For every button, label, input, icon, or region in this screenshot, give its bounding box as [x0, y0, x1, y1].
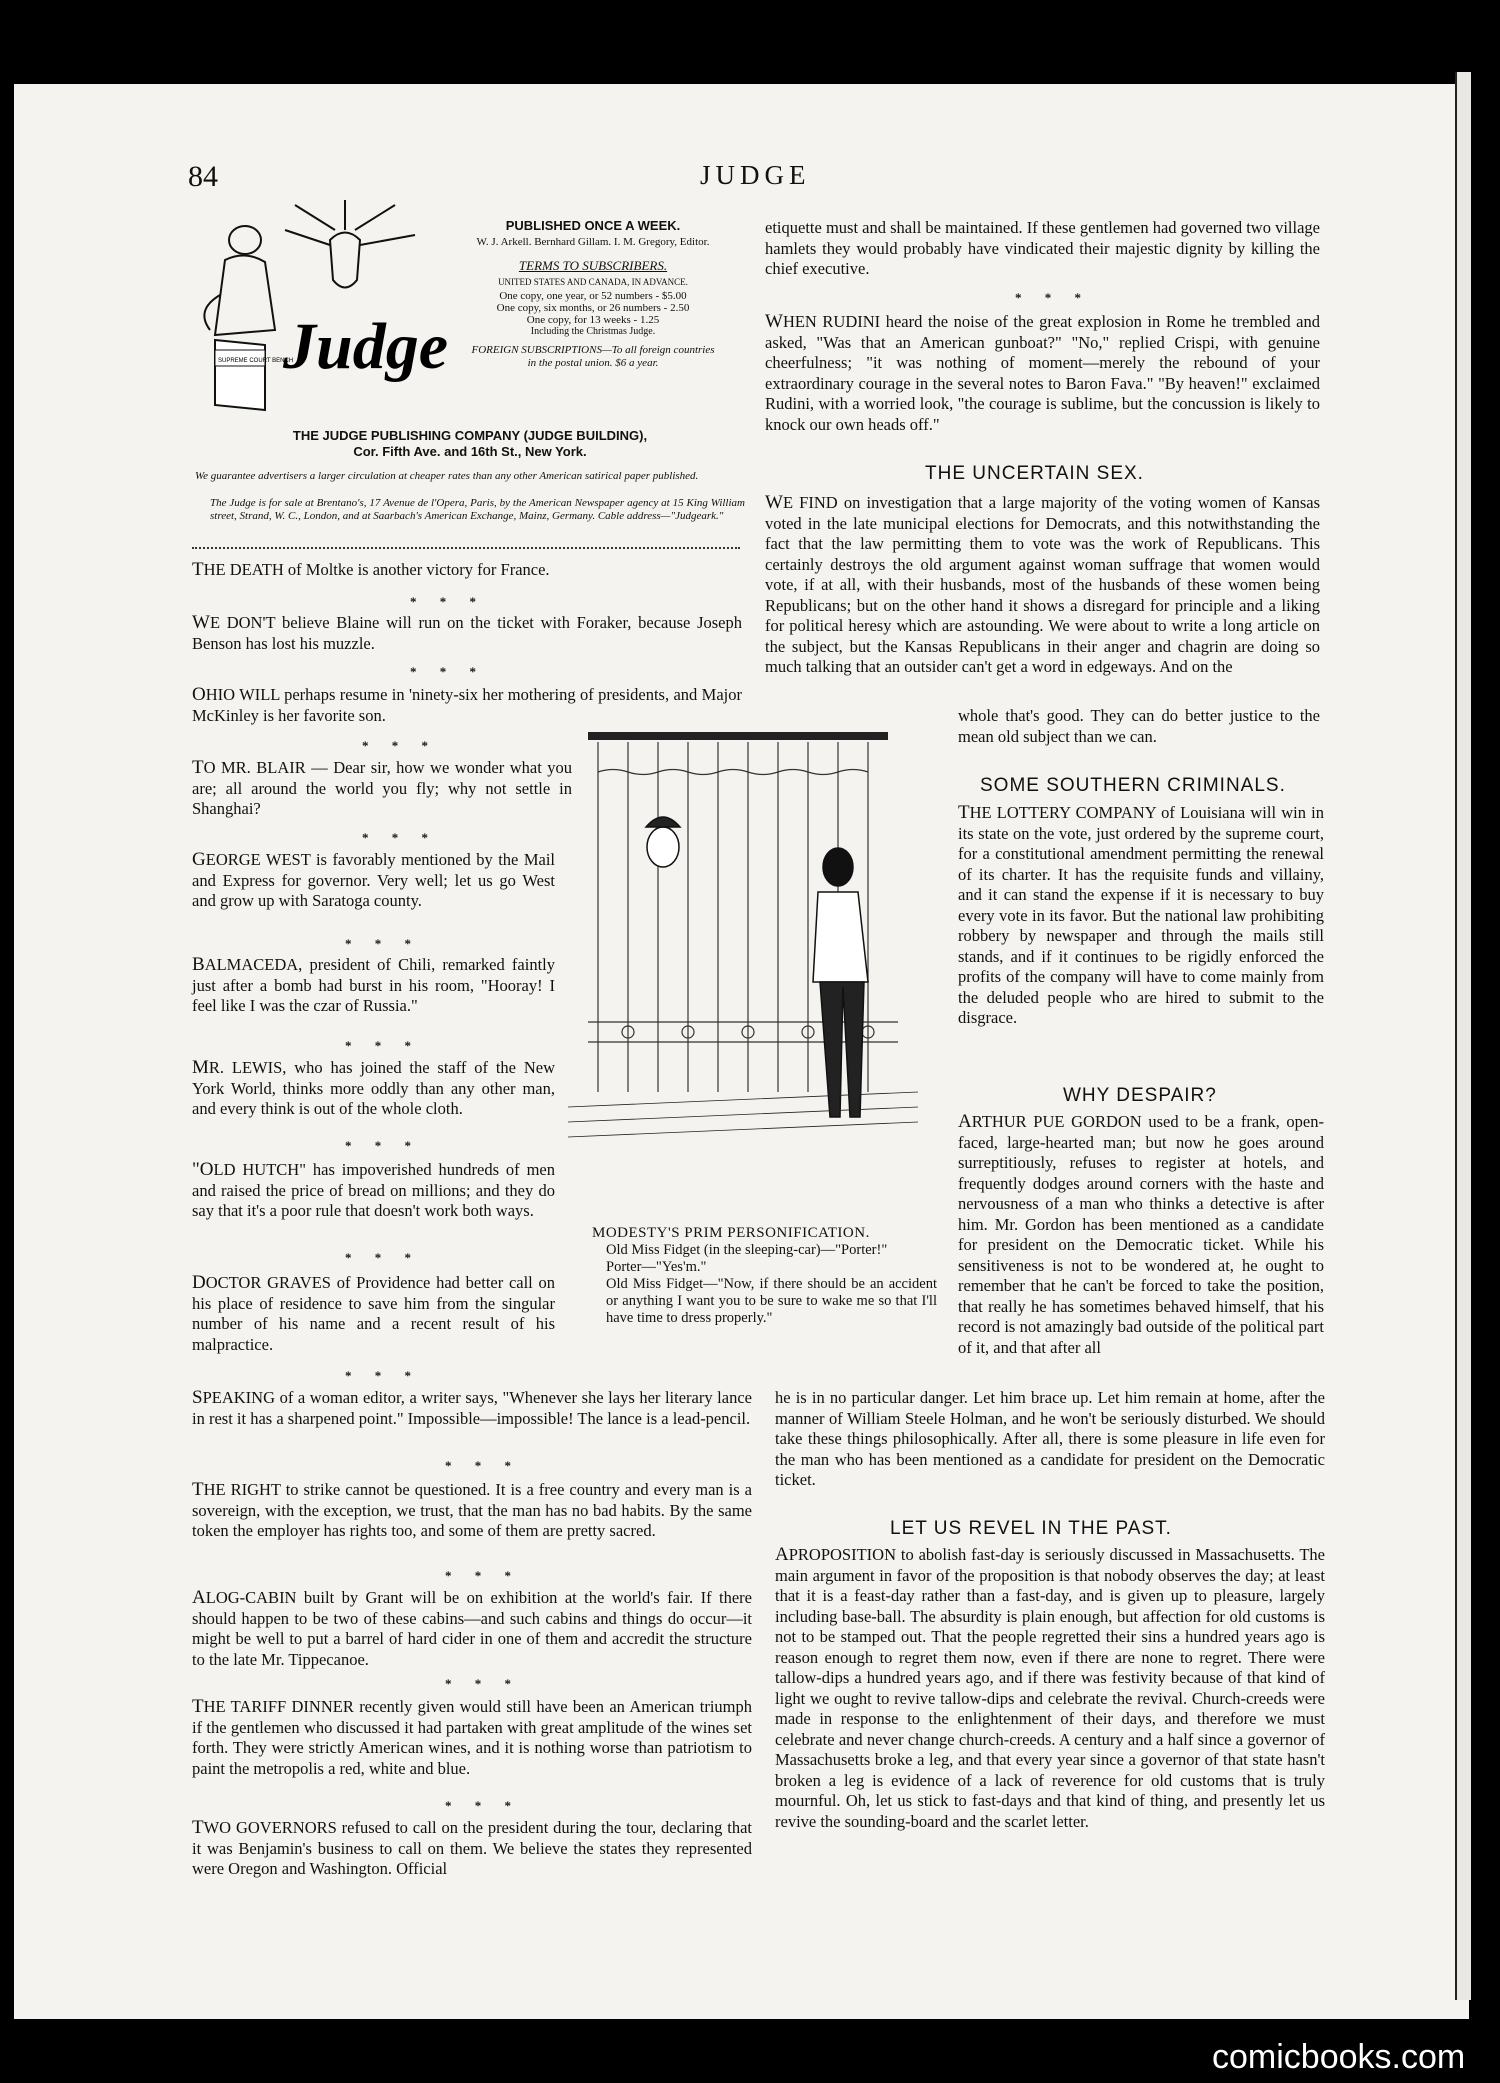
notice-1: We guarantee advertisers a larger circulation at cheaper rates than any other American satirical paper published. — [195, 470, 699, 482]
etiquette-continuation: etiquette must and shall be maintained. If these gentlemen had governed two village hamlets they would probably have vindicated their majestic dignity by killing the chief executive. — [765, 218, 1320, 278]
caption-title: MODESTY'S PRIM PERSONIFICATION. — [592, 1225, 870, 1241]
separator: * * * — [410, 594, 486, 609]
masthead — [468, 218, 718, 370]
bench-box-label: SUPREME COURT BENCH — [218, 358, 294, 364]
rate-1: One copy, one year, or 52 numbers - $5.00 — [499, 290, 687, 302]
item-west: GEORGE WEST is favorably mentioned by the Mail and Express for governor. Very well; let us go West and grow up with Saratoga county. — [192, 849, 555, 910]
separator: * * * — [445, 1676, 521, 1691]
terms-heading: TERMS TO SUBSCRIBERS. — [518, 258, 668, 273]
item-rudini: WHEN RUDINI heard the noise of the great explosion in Rome he trembled and asked, "Was that an American gunboat?" "No," replied Crispi, with genuine cheerfulness; "it was nothing of moment—merely the rebound of your extraordinary courage in the several notes to Baron Fava." "By heaven!" exclaimed Rudini, with a worried look, "the courage is sublime, but the concussion is likely to knock our own heads off." — [765, 311, 1320, 434]
separator: * * * — [345, 1138, 421, 1153]
heading-uncertain-sex: THE UNCERTAIN SEX. — [925, 463, 1144, 484]
caption-line-2: Porter—"Yes'm." — [606, 1259, 707, 1275]
item-tariff: THE TARIFF DINNER recently given would still have been an American triumph if the gentlemen who discussed it had partaken with great amplitude of the wines set forth. They were strictly American wines, and it is nothing worse than patriotism to paint the metropolis a red, white and blue. — [192, 1696, 752, 1778]
rate-3: One copy, for 13 weeks - 1.25 — [526, 314, 660, 326]
company-line: THE JUDGE PUBLISHING COMPANY (JUDGE BUILDING), — [292, 428, 648, 443]
item-governors: TWO GOVERNORS refused to call on the president during the tour, declaring that it was Benjamin's business to call on them. We believe the states they represented were Oregon and Washington. Official — [192, 1817, 752, 1878]
separator: * * * — [345, 1250, 421, 1265]
separator: * * * — [345, 1368, 421, 1383]
staff-line: W. J. Arkell. Bernhard Gillam. I. M. Gregory, Editor. — [476, 236, 710, 248]
item-strike: THE RIGHT to strike cannot be questioned. It is a free country and every man is a sovereign, with the exception, we trust, that the man has no bad habits. By the same token the employer has rights too, and some of them are pretty sacred. — [192, 1479, 752, 1540]
separator: * * * — [362, 738, 438, 753]
rate-4: Including the Christmas Judge. — [530, 326, 656, 337]
separator: * * * — [445, 1458, 521, 1473]
divider — [192, 547, 740, 549]
item-ohio: OHIO WILL perhaps resume in 'ninety-six her mothering of presidents, and Major McKinley is her favorite son. — [192, 684, 742, 725]
separator: * * * — [362, 830, 438, 845]
page-number: 84 — [188, 160, 218, 193]
separator: * * * — [410, 664, 486, 679]
heading-southern-criminals: SOME SOUTHERN CRIMINALS. — [980, 775, 1286, 796]
article-uncertain-sex: WE FIND on investigation that a large majority of the voting women of Kansas voted in the late municipal elections for Democrats, and this notwithstanding the fact that the law permitting them to vote was the work of Republicans. This certainly destroys the old argument against woman suffrage that women would vote, if at all, with their husbands, most of the husbands of these women being Republicans; but on the other hand it shows a disregard for principle and a liking for political heresy which are astounding. We were about to write a long article on the subject, but the Kansas Republicans in their anger and chagrin are doing so much talking that an outsider can't get a word in edgeways. And on the — [765, 492, 1320, 676]
article-uncertain-sex-end: whole that's good. They can do better justice to the mean old subject than we can. — [958, 706, 1320, 746]
caption-line-3: Old Miss Fidget—"Now, if there should be an accident or anything I want you to be sure to wake me so that I'll have time to dress properly." — [606, 1276, 937, 1326]
item-blair: TO MR. BLAIR — Dear sir, how we wonder what you are; all around the world you fly; why not settle in Shanghai? — [192, 757, 572, 818]
address-line: Cor. Fifth Ave. and 16th St., New York. — [353, 444, 587, 459]
item-graves: DOCTOR GRAVES of Providence had better call on his place of residence to save him from the singular number of his name and a recent result of his malpractice. — [192, 1272, 555, 1354]
item-hutch: "OLD HUTCH" has impoverished hundreds of men and raised the price of bread on millions; and they do say that it's a poor rule that doesn't work both ways. — [192, 1159, 555, 1220]
adjacent-page-edge — [1455, 72, 1471, 2000]
separator: * * * — [1015, 290, 1091, 305]
separator: * * * — [345, 1038, 421, 1053]
published-line: PUBLISHED ONCE A WEEK. — [505, 218, 681, 233]
watermark: comicbooks.com — [1212, 2038, 1466, 2076]
article-revel-past: APROPOSITION to abolish fast-day is seriously discussed in Massachusetts. The main argument in favor of the proposition is that nobody observes the day; at least that it is a feast-day rather than a fast-day, and is given up to pleasure, largely including base-ball. The absurdity is plain enough, but affection for old customs is not to be stamped out. That the people regretted their sins a hundred years ago is reason enough to regret them now, even if there are none to regret. There were tallow-dips a hundred years ago, and if there was festivity because of that kind of light we ought to revive tallow-dips and celebrate the revival. Church-creeds were made in response to the enlightenment of their days, and therefore we must celebrate and never change church-creeds. A century and a half since a governor of Massachusetts broke a leg, and that every year since a governor of that state hasn't broken a leg is evidence of a lack of reverence for old customs that is truly mournful. Oh, let us stick to fast-days and that kind of thing, and presently let us revive the sounding-board and the scarlet letter. — [775, 1544, 1325, 1831]
sleeping-car-illustration — [568, 712, 928, 1152]
item-woman-editor: SPEAKING of a woman editor, a writer says, "Whenever she lays her literary lance in rest it has a sharpened point." Impossible—impossible! The lance is a lead-pencil. — [192, 1387, 752, 1428]
separator: * * * — [445, 1798, 521, 1813]
article-why-despair: ARTHUR PUE GORDON used to be a frank, open-faced, large-hearted man; but now he goes around surreptitiously, refuses to register at hotels, and frequently dodges around corners with the haste and nervousness of a man who thinks a detective is after him. Mr. Gordon has been mentioned as a candidate for president on the Democratic ticket. While his sensitiveness is not to be wondered at, he ought to remember that he can't be forced to take the position, that really he has sometimes behaved himself, that his record is not amazingly bad outside of the political part of it, and that after all — [958, 1111, 1324, 1357]
separator: * * * — [345, 936, 421, 951]
page-title: JUDGE — [700, 160, 811, 190]
item-balmaceda: BALMACEDA, president of Chili, remarked faintly just after a bomb had burst in his room, "Hooray! I feel like I was the czar of Russia." — [192, 954, 555, 1015]
heading-why-despair: WHY DESPAIR? — [1063, 1085, 1217, 1106]
rate-2: One copy, six months, or 26 numbers - 2.50 — [496, 302, 690, 314]
terms-note: UNITED STATES AND CANADA, IN ADVANCE. — [498, 277, 688, 287]
separator: * * * — [445, 1568, 521, 1583]
item-moltke: THE DEATH of Moltke is another victory for France. — [192, 559, 550, 580]
notice-2: The Judge is for sale at Brentano's, 17 Avenue de l'Opera, Paris, by the American Newspaper agency at 15 King William street, Strand, W. C., London, and at Saarbach's American Exchange, Mainz, Germany. Cable address—"Judgeark." — [210, 497, 745, 522]
article-why-despair-end: he is in no particular danger. Let him brace up. Let him remain at home, after the manner of William Steele Holman, and he won't be seriously disturbed. We should take these things philosophically. After all, there is some pleasure in life even for the man who has been mentioned as a candidate for president on the Democratic ticket. — [775, 1388, 1325, 1489]
item-log-cabin: ALOG-CABIN built by Grant will be on exhibition at the world's fair. If there should happen to be two of these cabins—and such cabins and things do occur—it might be well to put a barrel of hard cider in one of them and accredit the structure to the late Mr. Tippecanoe. — [192, 1587, 752, 1669]
caption-line-1: Old Miss Fidget (in the sleeping-car)—"Porter!" — [606, 1242, 888, 1258]
item-lewis: MR. LEWIS, who has joined the staff of the New York World, thinks more oddly than any other man, and every think is out of the whole cloth. — [192, 1057, 555, 1118]
heading-revel-past: LET US REVEL IN THE PAST. — [890, 1518, 1172, 1539]
foreign-subscriptions: FOREIGN SUBSCRIPTIONS—To all foreign countries in the postal union. $6 a year. — [471, 344, 715, 369]
logo-word: Judge — [283, 310, 448, 383]
judge-logo — [185, 200, 465, 430]
item-blaine: WE DON'T believe Blaine will run on the ticket with Foraker, because Joseph Benson has lost his muzzle. — [192, 612, 742, 653]
publisher-block — [190, 428, 750, 460]
article-southern-criminals: THE LOTTERY COMPANY of Louisiana will win in its state on the vote, just ordered by the supreme court, for a constitutional amendment permitting the renewal of its charter. It has the requisite funds and villainy, and it can stand the expense if it is necessary to buy every vote in its favor. But the national law prohibiting robbery by newspaper and through the mails still stands, and if it continues to be rigidly enforced the profits of the company will have to come mainly from the deluded people who are hired to submit to the disgrace. — [958, 802, 1324, 1027]
illustration-caption — [592, 1225, 937, 1327]
